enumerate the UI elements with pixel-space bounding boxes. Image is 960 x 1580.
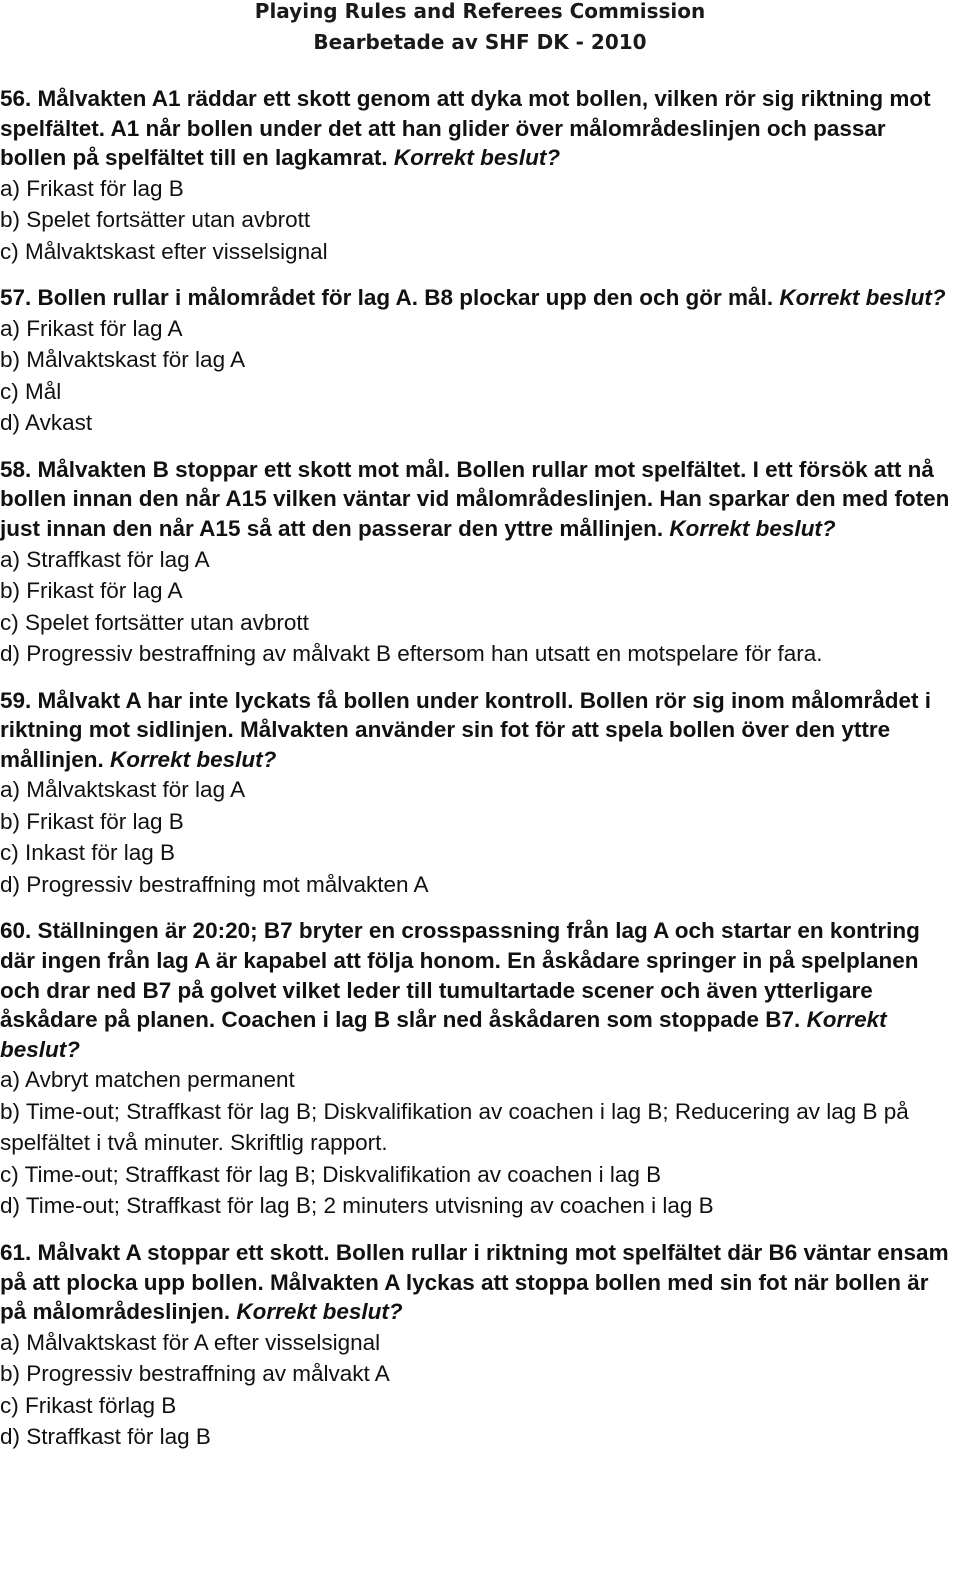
question-prompt: Korrekt beslut? <box>110 746 277 772</box>
answer-option: c) Frikast förlag B <box>0 1392 177 1418</box>
question-61 <box>0 1238 955 1453</box>
question-statement: 58. Målvakten B stoppar ett skott mot mål. Bollen rullar mot spelfältet. I ett försök att nå bollen innan den når A15 vilken väntar vid målområdeslinjen. Han sparkar den med foten just innan den når A15 så att den passerar den yttre mållinjen. <box>0 456 950 542</box>
answer-option: b) Spelet fortsätter utan avbrott <box>0 207 311 233</box>
answer-option: c) Mål <box>0 378 62 404</box>
answer-option: c) Time-out; Straffkast för lag B; Diskvalifikation av coachen i lag B <box>0 1161 662 1187</box>
answer-option: d) Progressiv bestraffning av målvakt B eftersom han utsatt en motspelare för fara. <box>0 641 823 667</box>
question-56 <box>0 84 955 267</box>
question-58 <box>0 455 955 670</box>
question-text <box>0 84 955 173</box>
answer-option: c) Spelet fortsätter utan avbrott <box>0 609 309 635</box>
question-text <box>0 1238 955 1327</box>
question-statement: 61. Målvakt A stoppar ett skott. Bollen rullar i riktning mot spelfältet där B6 väntar ensam på att plocka upp bollen. Målvakten A lyckas att stoppa bollen med sin fot när bollen är på målområdeslinjen. <box>0 1239 949 1325</box>
question-text <box>0 455 955 544</box>
answer-option: a) Målvaktskast för lag A <box>0 777 246 803</box>
question-59 <box>0 686 955 901</box>
header-title: Playing Rules and Referees Commission <box>254 0 706 23</box>
question-prompt: Korrekt beslut? <box>0 1007 887 1062</box>
question-list <box>0 84 955 1469</box>
answer-option: d) Straffkast för lag B <box>0 1424 211 1450</box>
header-subtitle: Bearbetade av SHF DK - 2010 <box>313 30 647 54</box>
question-statement: 57. Bollen rullar i målområdet för lag A. B8 plockar upp den och gör mål. <box>0 285 774 311</box>
question-statement: 59. Målvakt A har inte lyckats få bollen under kontroll. Bollen rör sig inom målområdet i riktning mot sidlinjen. Målvakten använder sin fot för att spela bollen över den yttre mållinjen. <box>0 687 932 772</box>
answer-option: a) Straffkast för lag A <box>0 546 210 572</box>
answer-option: d) Time-out; Straffkast för lag B; 2 minuters utvisning av coachen i lag B <box>0 1193 714 1219</box>
question-statement: 56. Målvakten A1 räddar ett skott genom att dyka mot bollen, vilken rör sig riktning mot spelfältet. A1 når bollen under det att han glider över målområdeslinjen och passar bollen på spelfältet till en lagkamrat. <box>0 86 931 171</box>
question-statement: 60. Ställningen är 20:20; B7 bryter en crosspassning från lag A och startar en kontring där ingen från lag A är kapabel att följa honom. En åskådare springer in på spelplanen och drar ned B7 på golvet vilket leder till tumultartade scener och även ytterligare åskådare på planen. Coachen i lag B slår ned åskådaren som stoppade B7. <box>0 918 920 1033</box>
answer-option: b) Time-out; Straffkast för lag B; Diskvalifikation av coachen i lag B; Reducering av lag B på spelfältet i två minuter. Skriftlig rapport. <box>0 1098 909 1156</box>
answer-option: c) Inkast för lag B <box>0 840 176 866</box>
answer-option: c) Målvaktskast efter visselsignal <box>0 238 328 264</box>
answer-option: d) Avkast <box>0 410 93 436</box>
answer-option: b) Progressiv bestraffning av målvakt A <box>0 1361 390 1387</box>
question-60 <box>0 916 955 1221</box>
answer-option: b) Målvaktskast för lag A <box>0 347 246 373</box>
question-prompt: Korrekt beslut? <box>236 1299 403 1325</box>
answer-option: a) Avbryt matchen permanent <box>0 1067 295 1093</box>
question-prompt: Korrekt beslut? <box>393 145 561 171</box>
question-text <box>0 283 955 313</box>
question-text <box>0 916 955 1064</box>
question-prompt: Korrekt beslut? <box>669 516 836 542</box>
answer-option: a) Frikast för lag B <box>0 175 184 201</box>
answer-option: d) Progressiv bestraffning mot målvakten A <box>0 871 429 897</box>
question-prompt: Korrekt beslut? <box>779 285 946 311</box>
question-57 <box>0 283 955 439</box>
answer-option: a) Frikast för lag A <box>0 315 183 341</box>
question-text <box>0 686 955 775</box>
answer-option: b) Frikast för lag A <box>0 578 183 604</box>
answer-option: a) Målvaktskast för A efter visselsignal <box>0 1329 381 1355</box>
answer-option: b) Frikast för lag B <box>0 808 184 834</box>
